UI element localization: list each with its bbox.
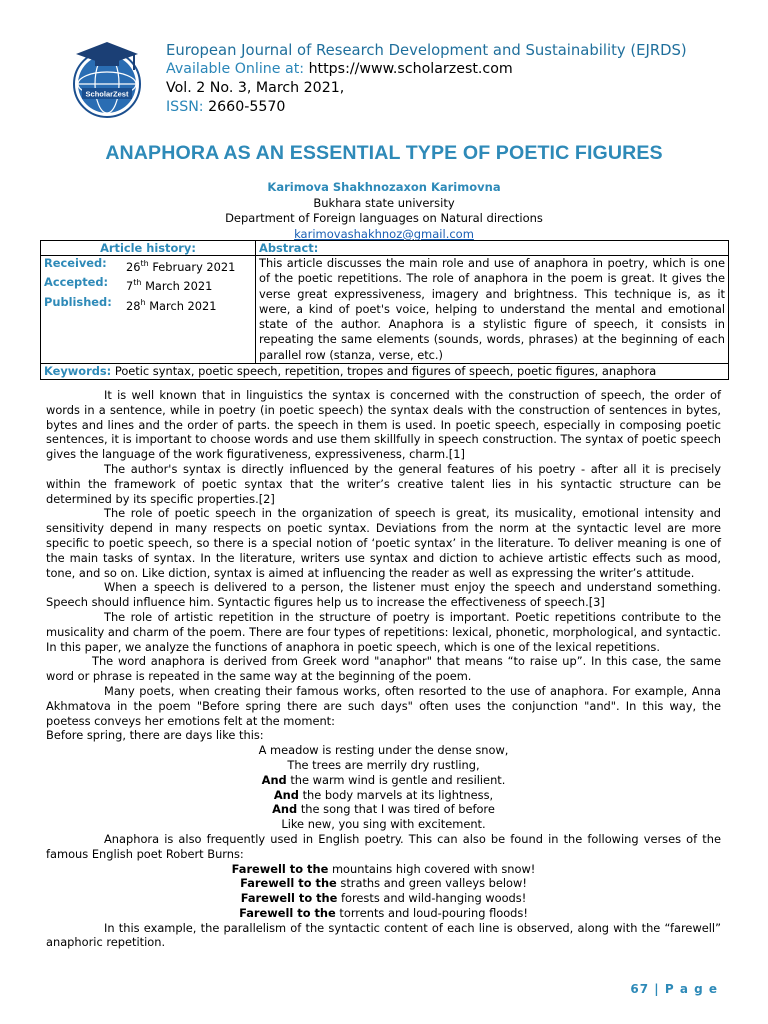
journal-name: European Journal of Research Development and Sustainability (EJRDS) [166,42,687,59]
abstract-text: This article discusses the main role and use of anaphora in poetry, which is one of the poetic repetitions. The role of anaphora in the poem is great. It gives the verse great expressiveness, imagery and brightness. This technique is, as it were, a kind of poet's voice, helping to understand the mental and emotional state of the author. Anaphora is a stylistic figure of speech, it consists in repeating the same elements (sounds, words, phrases) at the beginning of each parallel row (stanza, verse, etc.) [256,256,729,364]
page-label: P a g e [664,982,718,996]
history-published: Published: 28$^h$ March 2021 [44,294,217,313]
poem-line: A meadow is resting under the dense snow, [258,743,509,758]
history-accepted: Accepted: 7th March 2021 [44,275,213,294]
article-meta-table [40,240,729,380]
poem-line: The trees are merrily dry rustling, [287,757,480,772]
paragraph: When a speech is delivered to a person, the listener must enjoy the speech and understand something. Speech should influence him. Syntactic figures help us to increase the effectiveness of speech.[3] [46,580,721,610]
paragraph: The role of poetic speech in the organization of speech is great, its musicality, emotional intensity and sensitivity depend in many respects on poetic syntax. Deviations from the norm at the syntactic level are more specific to poetic speech, so there is a special notion of ‘poetic syntax’ in the literature. To deliver meaning is one of the main tasks of syntax. In the literature, writers use syntax and diction to achieve artistic effects such as mood, tone, and so on. Like diction, syntax is aimed at influencing the reader as well as expressing the writer’s attitude. [46,506,721,580]
page-footer: 67 | P a g e [630,982,718,996]
paragraph: It is well known that in linguistics the syntax is concerned with the construction of speech, the order of words in a sentence, while in poetry (in poetic speech) the syntax deals with the construction of sentences in bytes, bytes and lines and the order of parts. the speech in them is used. In poetic speech, especially in composing poetic sentences, it is important to choose words and use them skillfully in speech construction. The syntax of poetic speech gives the language of the work figurativeness, expressiveness, charm.[1] [46,388,721,462]
poem-line: And the warm wind is gentle and resilient. [261,772,506,787]
journal-url[interactable]: https://www.scholarzest.com [308,61,513,77]
keywords-text: Poetic syntax, poetic speech, repetition, tropes and figures of speech, poetic figures, anaphora [111,364,657,379]
author-university: Bukhara state university [313,195,455,210]
svg-text:ScholarZest: ScholarZest [85,89,129,99]
author-block [0,180,768,242]
author-email[interactable]: karimovashakhnoz@gmail.com [294,226,474,241]
volume-info: Vol. 2 No. 3, March 2021, [166,80,345,96]
available-label: Available Online at: [166,61,305,77]
author-department: Department of Foreign languages on Natural directions [225,211,543,225]
paragraph: Before spring, there are days like this: [46,728,264,743]
issn-value: 2660-5570 [208,99,286,115]
paragraph: In this example, the parallelism of the syntactic content of each line is observed, along with the “farewell” anaphoric repetition. [46,920,721,950]
poem-line: Farewell to the forests and wild-hanging woods! [240,891,527,906]
poem-line: Like new, you sing with excitement. [281,817,486,832]
poem-line: And the song that I was tired of before [272,802,495,817]
paragraph: The author's syntax is directly influenced by the general features of his poetry - after all it is precisely within the framework of poetic syntax that the writer’s creative talent lies in his syntactic structure can be determined by its specific properties.[2] [46,461,721,506]
paragraph: Anaphora is also frequently used in English poetry. This can also be found in the following verses of the famous English poet Robert Burns: [46,831,721,861]
poem-line: And the body marvels at its lightness, [273,787,494,802]
history-list [41,256,256,364]
poem-line: Farewell to the torrents and loud-pouring floods! [239,905,528,920]
poem-akhmatova [46,743,721,832]
paragraph: The role of artistic repetition in the structure of poetry is important. Poetic repetitions contribute to the musicality and charm of the poem. There are four types of repetitions: lexical, phonetic, morphological, and syntactic. In this paper, we analyze the functions of anaphora in poetic speech, which is one of the lexical repetitions. [46,609,721,654]
author-name: Karimova Shakhnozaxon Karimovna [267,180,501,194]
history-heading: Article history: [41,241,256,256]
issn-label: ISSN: [166,99,204,115]
journal-header [166,41,687,117]
poem-line: Farewell to the straths and green valleys below! [240,876,527,891]
page-number: 67 [630,982,650,996]
journal-logo [62,40,152,120]
keywords-label: Keywords: [44,364,112,379]
paragraph: The word anaphora is derived from Greek word "anaphor" that means “to raise up”. In this case, the same word or phrase is repeated in the same way at the beginning of the poem. [46,654,721,684]
paragraph: Many poets, when creating their famous works, often resorted to the use of anaphora. For example, Anna Akhmatova in the poem "Before spring there are such days" often uses the conjunction "and". In this way, the poetess conveys her emotions felt at the moment: [46,683,721,728]
article-body [46,388,721,950]
poem-burns [46,862,721,921]
poem-line: Farewell to the mountains high covered with snow! [231,861,536,876]
abstract-heading: Abstract: [256,241,729,256]
article-title: ANAPHORA AS AN ESSENTIAL TYPE OF POETIC FIGURES [105,142,663,164]
keywords-row [41,364,729,380]
history-received: Received: 26th February 2021 [44,256,236,274]
